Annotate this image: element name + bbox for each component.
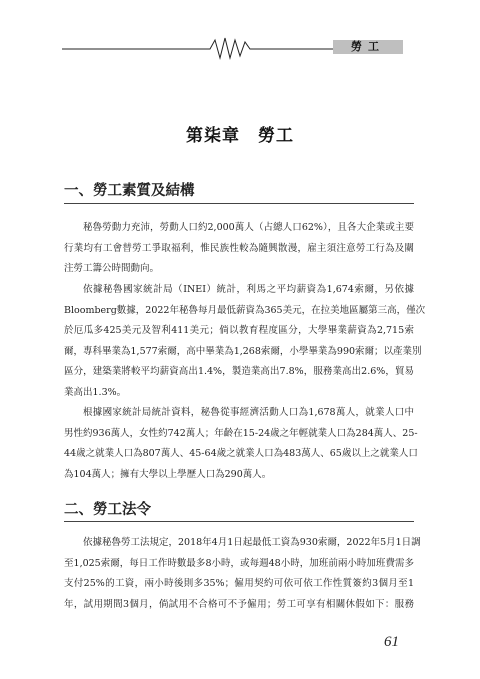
header-chapter-tab: 勞工 xyxy=(333,40,403,54)
chapter-title: 第柒章 勞工 xyxy=(186,126,294,146)
section-title-labor-law: 二、勞工法令 xyxy=(64,501,151,518)
text-line: 根據國家統計局統計資料，秘魯從事經濟活動人口為1,678萬人，就業人口中 xyxy=(83,407,414,418)
text-line: 業高出1.3%。 xyxy=(64,386,127,398)
text-line: 區分，建築業將較平均薪資高出1.4%，製造業高出7.8%，服務業高出2.6%，貿易 xyxy=(64,366,414,377)
paragraph-labor-law xyxy=(64,533,421,615)
section-divider xyxy=(64,521,414,522)
text-line: 依據秘魯勞工法規定，2018年4月1日起最低工資為930索爾，2022年5月1日調 xyxy=(83,537,421,548)
section-divider xyxy=(64,203,414,204)
text-line: 44歲之就業人口為807萬人、45-64歲之就業人口為483萬人、65歲以上之就業人口 xyxy=(64,448,418,459)
paragraph-labor-force xyxy=(64,218,414,280)
text-line: 支付25%的工資，兩小時後則多35%；僱用契約可依可依工作性質簽約3個月至1 xyxy=(64,578,414,589)
text-line: 行業均有工會替勞工爭取福利，惟民族性較為隨興散漫，雇主須注意勞工行為及關 xyxy=(64,242,414,254)
text-line: 依據秘魯國家統計局（INEI）統計，利馬之平均薪資為1,674索爾，另依據 xyxy=(83,284,414,295)
paragraph-wages xyxy=(64,280,426,403)
text-line: 秘魯勞動力充沛，勞動人口約2,000萬人（占總人口62%），且各大企業或主要 xyxy=(83,222,414,233)
text-line: 為104萬人；擁有大學以上學歷人口為290萬人。 xyxy=(64,468,272,480)
section-title-labor-quality: 一、勞工素質及結構 xyxy=(64,182,195,199)
text-line: 於厄瓜多425美元及智利411美元；倘以教育程度區分，大學畢業薪資為2,715索 xyxy=(64,325,414,336)
paragraph-employment-stats xyxy=(64,403,418,485)
text-line: 注勞工籌公時間動向。 xyxy=(64,263,160,274)
text-line: 爾，專科畢業為1,577索爾，高中畢業為1,268索爾，小學畢業為990索爾；以產業別 xyxy=(64,345,422,357)
page-number: 61 xyxy=(384,634,399,650)
text-line: 男性約936萬人，女性約742萬人；年齡在15-24歲之年輕就業人口為284萬人、25- xyxy=(64,427,418,439)
text-line: 年，試用期間3個月，倘試用不合格可不予僱用；勞工可享有相關休假如下：服務 xyxy=(64,598,414,610)
text-line: 至1,025索爾，每日工作時數最多8小時，或每週48小時，加班前兩小時加班費需多 xyxy=(64,557,414,569)
text-line: Bloomberg數據，2022年秘魯每月最低薪資為365美元，在拉美地區屬第三高，僅次 xyxy=(64,304,426,316)
